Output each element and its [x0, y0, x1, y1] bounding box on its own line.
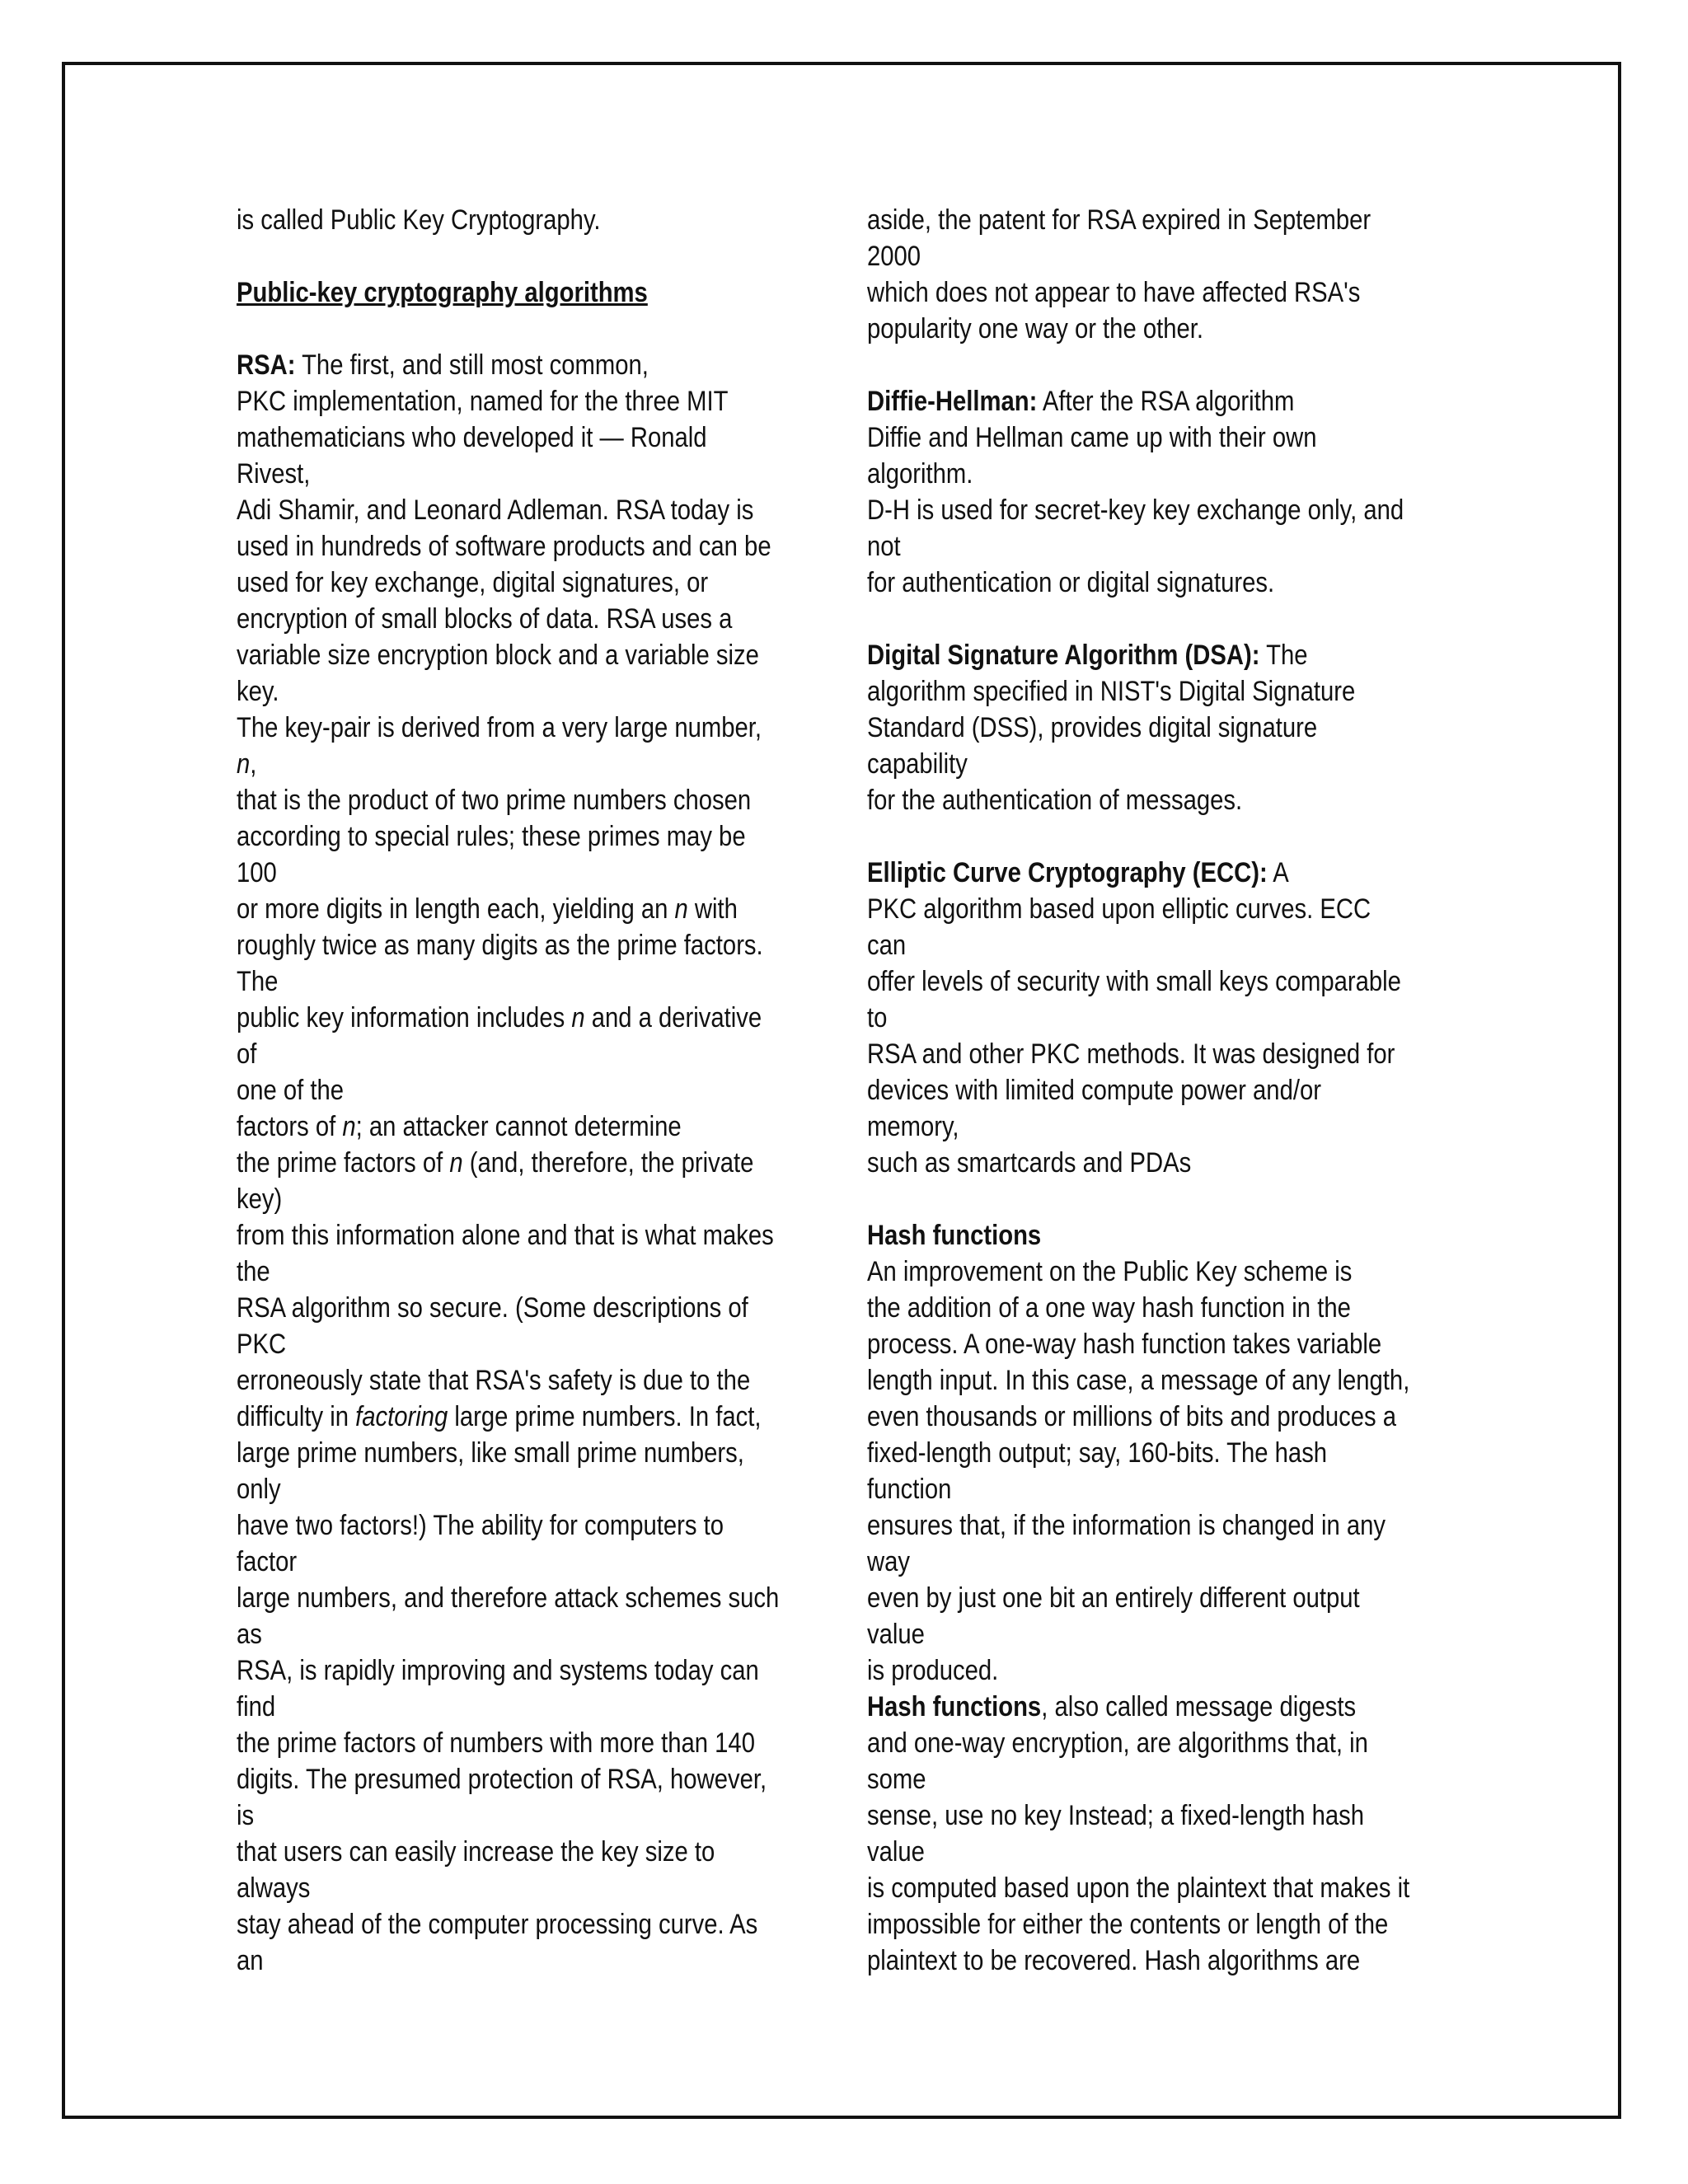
text-line: erroneously state that RSA's safety is due to the — [237, 1365, 751, 1396]
text-line: digits. The presumed protection of RSA, however, — [237, 1764, 767, 1795]
text-line: Diffie and Hellman came up with their own — [867, 422, 1317, 453]
text-line: difficulty in factoring large prime numbers. In fact, — [237, 1401, 762, 1432]
text-line: 100 — [237, 857, 277, 888]
text-line: roughly twice as many digits as the prime factors. — [237, 930, 763, 961]
hash-term: Hash functions — [867, 1691, 1042, 1722]
text-line: Standard (DSS), provides digital signature — [867, 712, 1318, 743]
text-line: PKC algorithm based upon elliptic curves. ECC — [867, 893, 1372, 925]
text-line: algorithm. — [867, 458, 973, 490]
text-line: Rivest, — [237, 458, 311, 490]
text-line: offer levels of security with small keys comparable — [867, 966, 1401, 997]
rsa-term: RSA: — [237, 349, 296, 381]
text-line: impossible for either the contents or length of the — [867, 1909, 1389, 1940]
text-line: RSA, is rapidly improving and systems today can — [237, 1655, 759, 1686]
text-line: value — [867, 1836, 925, 1868]
text-line: length input. In this case, a message of any length, — [867, 1365, 1410, 1396]
text-line: D-H is used for secret-key key exchange only, and — [867, 494, 1404, 526]
text-line: is — [237, 1800, 255, 1831]
ecc-term: Elliptic Curve Cryptography (ECC): — [867, 857, 1268, 888]
rsa-paragraph-start: RSA: The first, and still most common, — [237, 349, 649, 381]
section-title: Public-key cryptography algorithms — [237, 277, 648, 308]
text-line: an — [237, 1945, 264, 1976]
text-line: is produced. — [867, 1655, 999, 1686]
text-line: encryption of small blocks of data. RSA uses a — [237, 603, 733, 635]
text-line: RSA algorithm so secure. (Some descriptions of — [237, 1292, 748, 1324]
text-line: 2000 — [867, 241, 921, 272]
text-line: RSA and other PKC methods. It was designed for — [867, 1038, 1395, 1070]
text-line: process. A one-way hash function takes variable — [867, 1329, 1382, 1360]
text-line: such as smartcards and PDAs — [867, 1147, 1192, 1179]
text-line: for the authentication of messages. — [867, 785, 1243, 816]
text-line: the addition of a one way hash function in the — [867, 1292, 1351, 1324]
text-line: factors of n; an attacker cannot determine — [237, 1111, 682, 1142]
right-column — [867, 202, 1409, 1979]
text-line: large numbers, and therefore attack schemes such — [237, 1582, 780, 1614]
text-line: of — [237, 1038, 257, 1070]
text-line: have two factors!) The ability for computers to — [237, 1510, 724, 1541]
text-line: ensures that, if the information is changed in any — [867, 1510, 1386, 1541]
hash-paragraph-start: Hash functions, also called message digests — [867, 1691, 1357, 1722]
text-line: variable size encryption block and a variable size — [237, 640, 759, 671]
text-line: large prime numbers, like small prime numbers, — [237, 1437, 744, 1469]
text-line: The key-pair is derived from a very large number, — [237, 712, 762, 743]
text-line: mathematicians who developed it — Ronald — [237, 422, 707, 453]
text-line: can — [867, 930, 907, 961]
text-line: function — [867, 1474, 952, 1505]
text-line: the prime factors of n (and, therefore, the private — [237, 1147, 754, 1179]
text-line: to — [867, 1002, 888, 1033]
ecc-paragraph-start: Elliptic Curve Cryptography (ECC): A — [867, 857, 1289, 888]
text-line: stay ahead of the computer processing curve. As — [237, 1909, 758, 1940]
text-line: aside, the patent for RSA expired in September — [867, 204, 1372, 236]
hash-functions-heading: Hash functions — [867, 1220, 1042, 1251]
text-line: some — [867, 1764, 926, 1795]
text-line: and one-way encryption, are algorithms that, in — [867, 1727, 1368, 1759]
text-line: devices with limited compute power and/or — [867, 1075, 1321, 1106]
text-line: public key information includes n and a derivative — [237, 1002, 762, 1033]
text-line: memory, — [867, 1111, 959, 1142]
text-line: used for key exchange, digital signatures, or — [237, 567, 709, 598]
text-line: one of the — [237, 1075, 345, 1106]
text-line: The — [237, 966, 279, 997]
text-line: capability — [867, 748, 968, 780]
text-line: not — [867, 531, 901, 562]
text-line: PKC implementation, named for the three MIT — [237, 386, 729, 417]
text-line: according to special rules; these primes may be — [237, 821, 746, 852]
text-line: popularity one way or the other. — [867, 313, 1203, 344]
text-line: n, — [237, 748, 257, 780]
dsa-term: Digital Signature Algorithm (DSA): — [867, 640, 1260, 671]
text-line: find — [237, 1691, 276, 1722]
text-line: as — [237, 1619, 262, 1650]
text-line: key. — [237, 676, 279, 707]
text-line: the prime factors of numbers with more than 140 — [237, 1727, 755, 1759]
text-line: way — [867, 1546, 911, 1577]
text-line: that users can easily increase the key size to — [237, 1836, 715, 1868]
text-line: value — [867, 1619, 925, 1650]
text-line: An improvement on the Public Key scheme is — [867, 1256, 1353, 1287]
text-line: factor — [237, 1546, 298, 1577]
text-line: sense, use no key Instead; a fixed-length hash — [867, 1800, 1365, 1831]
text-line: fixed-length output; say, 160-bits. The hash — [867, 1437, 1328, 1469]
text-line: only — [237, 1474, 281, 1505]
text-line: or more digits in length each, yielding an n with — [237, 893, 738, 925]
text-line: that is the product of two prime numbers chosen — [237, 785, 752, 816]
text-line: the — [237, 1256, 270, 1287]
text-line: algorithm specified in NIST's Digital Signature — [867, 676, 1356, 707]
text-line: always — [237, 1872, 311, 1904]
text-line: is called Public Key Cryptography. — [237, 204, 601, 236]
text-line: for authentication or digital signatures. — [867, 567, 1275, 598]
dsa-paragraph-start: Digital Signature Algorithm (DSA): The — [867, 640, 1308, 671]
text-line: used in hundreds of software products and can be — [237, 531, 771, 562]
text-line: key) — [237, 1183, 283, 1215]
text-line: even thousands or millions of bits and produces a — [867, 1401, 1397, 1432]
text-line: is computed based upon the plaintext that makes it — [867, 1872, 1410, 1904]
text-line: which does not appear to have affected RSA's — [867, 277, 1361, 308]
text-line: PKC — [237, 1329, 287, 1360]
text-line: Adi Shamir, and Leonard Adleman. RSA today is — [237, 494, 754, 526]
text-line: from this information alone and that is what makes — [237, 1220, 774, 1251]
dh-paragraph-start: Diffie-Hellman: After the RSA algorithm — [867, 386, 1295, 417]
text-line: even by just one bit an entirely different output — [867, 1582, 1360, 1614]
text-line: plaintext to be recovered. Hash algorithms are — [867, 1945, 1361, 1976]
dh-term: Diffie-Hellman: — [867, 386, 1038, 417]
left-column — [237, 202, 779, 1979]
